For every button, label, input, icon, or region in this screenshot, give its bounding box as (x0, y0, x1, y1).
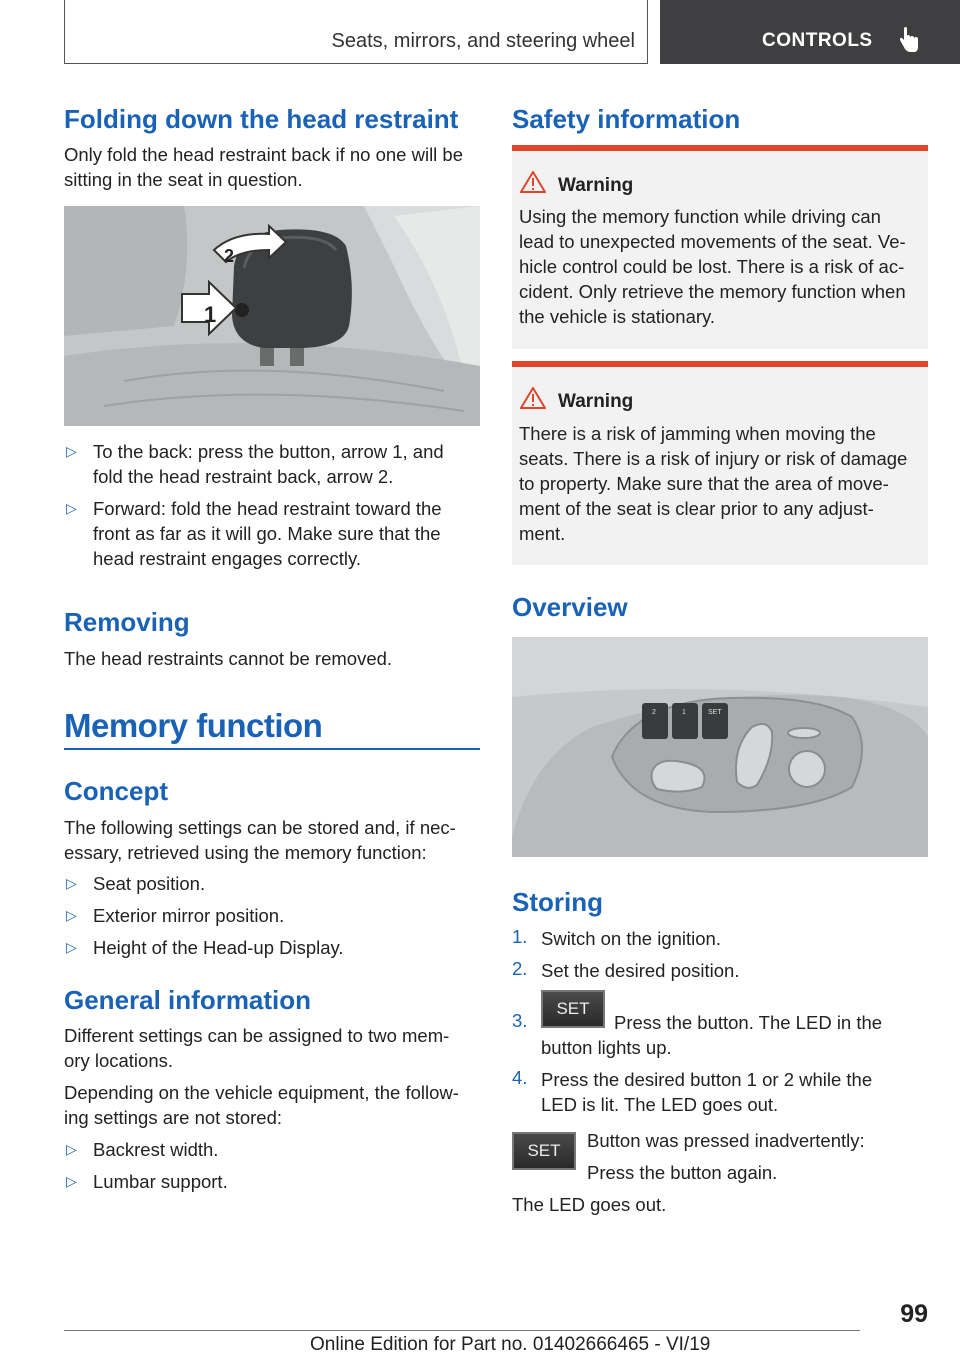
step-number-3: 3. (512, 1010, 528, 1031)
memory-rule (64, 748, 480, 750)
warning-2-line-1: There is a risk of jamming when moving the (519, 423, 876, 444)
set-button-icon (512, 1132, 576, 1170)
step-4-line-2: LED is lit. The LED goes out. (541, 1094, 779, 1115)
folding-bullet-2-line-2: front as far as it will go. Make sure that the (93, 523, 441, 544)
header-chapter: CONTROLS (762, 30, 873, 51)
step-4-line-1: Press the desired button 1 or 2 while the (541, 1069, 873, 1090)
step-3-line-1: Press the button. The LED in the (614, 1012, 883, 1033)
storing-final: The LED goes out. (512, 1194, 667, 1215)
warning-1-line-4: cident. Only retrieve the memory function when (519, 281, 906, 302)
warning-1-line-3: hicle control could be lost. There is a risk of ac- (519, 256, 905, 277)
bullet-triangle-icon: ▷ (66, 1141, 77, 1157)
concept-bullet-3: Height of the Head-up Display. (93, 937, 344, 958)
step-3-line-2: button lights up. (541, 1037, 672, 1058)
warning-2-line-4: ment of the seat is clear prior to any adjust- (519, 498, 874, 519)
header-title-box (64, 0, 648, 64)
heading-overview: Overview (512, 592, 628, 622)
folding-bullet-1-line-1: To the back: press the button, arrow 1, and (93, 441, 444, 462)
heading-concept: Concept (64, 776, 168, 806)
set-button-label: SET (527, 1141, 561, 1160)
panel-label-1: 1 (682, 709, 686, 716)
footer-rule (64, 1330, 860, 1331)
bullet-triangle-icon: ▷ (66, 500, 77, 516)
general-p2-line-1: Depending on the vehicle equipment, the follow- (64, 1082, 459, 1103)
bullet-triangle-icon: ▷ (66, 939, 77, 955)
general-p1-line-2: ory locations. (64, 1050, 173, 1071)
heading-memory-function: Memory function (64, 707, 323, 744)
bullet-triangle-icon: ▷ (66, 443, 77, 459)
general-p2-line-2: ing settings are not stored: (64, 1107, 283, 1128)
step-number-1: 1. (512, 926, 528, 947)
head-restraint-image (64, 206, 480, 426)
heading-storing: Storing (512, 887, 603, 917)
set-button-icon (541, 990, 605, 1028)
step-number-2: 2. (512, 958, 528, 979)
concept-bullet-1: Seat position. (93, 873, 206, 894)
header-chapter-box (660, 0, 960, 64)
bullet-triangle-icon: ▷ (66, 1173, 77, 1189)
general-bullet-2: Lumbar support. (93, 1171, 228, 1192)
heading-general-information: General information (64, 985, 312, 1015)
seat-controls-image (512, 637, 928, 857)
general-bullet-1: Backrest width. (93, 1139, 219, 1160)
warning-triangle-icon (520, 171, 546, 193)
warning-box-2 (512, 361, 928, 565)
general-p1-line-1: Different settings can be assigned to two mem- (64, 1025, 450, 1046)
folding-bullet-2-line-1: Forward: fold the head restraint toward the (93, 498, 442, 519)
warning-bar (512, 361, 928, 367)
warning-2-line-2: seats. There is a risk of injury or risk of damage (519, 448, 908, 469)
warning-1-line-1: Using the memory function while driving can (519, 206, 881, 227)
panel-label-2: 2 (652, 709, 656, 716)
warning-box-1 (512, 145, 928, 349)
concept-intro-1: The following settings can be stored and, if nec- (64, 817, 456, 838)
panel-label-set: SET (708, 709, 722, 716)
arrow-label-1: 1 (204, 302, 217, 327)
note-line-1: Button was pressed inadvertently: (587, 1130, 865, 1151)
warning-1-line-2: lead to unexpected movements of the seat. Ve- (519, 231, 906, 252)
footer-edition: Online Edition for Part no. 01402666465 - VI/19 (310, 1334, 711, 1355)
warning-title: Warning (558, 175, 634, 196)
warning-2-line-3: to property. Make sure that the area of move- (519, 473, 889, 494)
note-line-2: Press the button again. (587, 1162, 778, 1183)
heading-safety-information: Safety information (512, 104, 741, 134)
step-number-4: 4. (512, 1067, 528, 1088)
folding-bullet-1-line-2: fold the head restraint back, arrow 2. (93, 466, 394, 487)
folding-intro-1: Only fold the head restraint back if no one will be (64, 144, 464, 165)
concept-intro-2: essary, retrieved using the memory function: (64, 842, 427, 863)
set-button-label: SET (556, 999, 590, 1018)
bullet-triangle-icon: ▷ (66, 907, 77, 923)
bullet-triangle-icon: ▷ (66, 875, 77, 891)
folding-bullet-2-line-3: head restraint engages correctly. (93, 548, 362, 569)
warning-1-line-5: the vehicle is stationary. (519, 306, 716, 327)
folding-intro-2: sitting in the seat in question. (64, 169, 303, 190)
pointing-hand-icon (898, 27, 920, 53)
warning-triangle-icon (520, 387, 546, 409)
header-section-title: Seats, mirrors, and steering wheel (331, 30, 635, 52)
step-2-text: Set the desired position. (541, 960, 740, 981)
page-number: 99 (900, 1300, 928, 1328)
concept-bullet-2: Exterior mirror position. (93, 905, 285, 926)
arrow-label-2: 2 (224, 246, 235, 266)
removing-text: The head restraints cannot be removed. (64, 648, 393, 669)
warning-title: Warning (558, 391, 634, 412)
warning-2-line-5: ment. (519, 523, 566, 544)
heading-removing: Removing (64, 607, 190, 637)
heading-folding: Folding down the head restraint (64, 104, 459, 134)
step-1-text: Switch on the ignition. (541, 928, 721, 949)
warning-bar (512, 145, 928, 151)
